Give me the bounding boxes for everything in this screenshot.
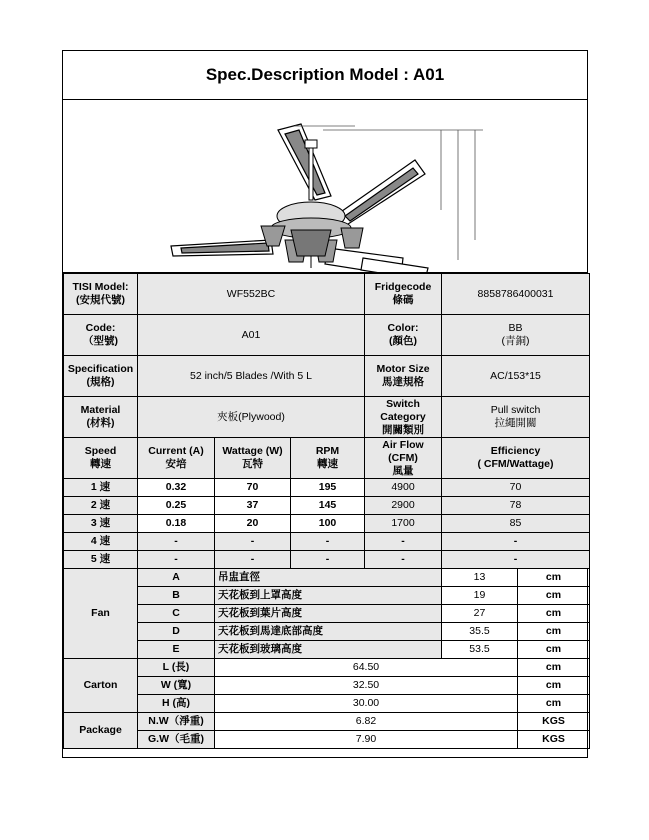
current-cell: 0.25	[138, 497, 215, 515]
efficiency-header: Efficiency ( CFM/Wattage)	[442, 438, 590, 479]
table-row	[64, 587, 590, 605]
current-cell: -	[138, 533, 215, 551]
table-row	[64, 497, 590, 515]
table-row	[64, 551, 590, 569]
airflow-cell: 4900	[365, 479, 442, 497]
package-value: 6.82	[215, 713, 518, 731]
fan-value: 13	[442, 569, 518, 587]
package-label: Package	[64, 713, 138, 749]
wattage-cell: -	[215, 533, 291, 551]
fan-key: D	[138, 623, 215, 641]
fan-desc: 吊盅直徑	[215, 569, 442, 587]
fridgecode-label: Fridgecode 條碼	[365, 274, 442, 315]
fan-label: Fan	[64, 569, 138, 659]
rpm-header: RPM 轉速	[291, 438, 365, 479]
carton-label: Carton	[64, 659, 138, 713]
fan-key: A	[138, 569, 215, 587]
carton-unit: cm	[518, 695, 590, 713]
wattage-cell: 70	[215, 479, 291, 497]
speed-cell: 3 速	[64, 515, 138, 533]
airflow-cell: -	[365, 551, 442, 569]
motor-size-label: Motor Size 馬達規格	[365, 356, 442, 397]
fridgecode-value: 8858786400031	[442, 274, 590, 315]
tisi-value: WF552BC	[138, 274, 365, 315]
airflow-cell: 1700	[365, 515, 442, 533]
ceiling-fan-icon	[63, 100, 586, 272]
efficiency-cell: -	[442, 551, 590, 569]
carton-value: 30.00	[215, 695, 518, 713]
table-row	[64, 479, 590, 497]
switch-category-label: Switch Category 開關類別	[365, 397, 442, 438]
carton-key: W (寬)	[138, 677, 215, 695]
speed-cell: 5 速	[64, 551, 138, 569]
wattage-cell: 37	[215, 497, 291, 515]
table-row	[64, 623, 590, 641]
page-title: Spec.Description Model : A01	[63, 51, 587, 100]
current-header: Current (A) 安培	[138, 438, 215, 479]
specification-label: Specification (規格)	[64, 356, 138, 397]
fan-desc: 天花板到上罩高度	[215, 587, 442, 605]
efficiency-cell: 78	[442, 497, 590, 515]
fan-diagram	[63, 100, 587, 273]
material-value: 夾板(Plywood)	[138, 397, 365, 438]
color-value: BB (青銅)	[442, 315, 590, 356]
current-cell: -	[138, 551, 215, 569]
rpm-cell: -	[291, 551, 365, 569]
material-label: Material (材料)	[64, 397, 138, 438]
spec-sheet	[62, 50, 588, 758]
carton-value: 64.50	[215, 659, 518, 677]
wattage-header: Wattage (W) 瓦特	[215, 438, 291, 479]
airflow-cell: 2900	[365, 497, 442, 515]
speed-header-row	[64, 438, 590, 479]
efficiency-cell: 70	[442, 479, 590, 497]
fan-key: C	[138, 605, 215, 623]
table-row	[64, 533, 590, 551]
current-cell: 0.18	[138, 515, 215, 533]
fan-key: B	[138, 587, 215, 605]
table-row	[64, 605, 590, 623]
carton-unit: cm	[518, 659, 590, 677]
rpm-cell: 195	[291, 479, 365, 497]
fan-unit: cm	[518, 569, 590, 587]
fan-unit: cm	[518, 623, 590, 641]
table-row	[64, 659, 590, 677]
table-row	[64, 677, 590, 695]
code-value: A01	[138, 315, 365, 356]
fan-value: 27	[442, 605, 518, 623]
carton-key: L (長)	[138, 659, 215, 677]
airflow-header: Air Flow (CFM) 風量	[365, 438, 442, 479]
fan-value: 53.5	[442, 641, 518, 659]
speed-cell: 2 速	[64, 497, 138, 515]
fan-value: 35.5	[442, 623, 518, 641]
rpm-cell: 100	[291, 515, 365, 533]
current-cell: 0.32	[138, 479, 215, 497]
fan-unit: cm	[518, 605, 590, 623]
specification-value: 52 inch/5 Blades /With 5 L	[138, 356, 365, 397]
package-value: 7.90	[215, 731, 518, 749]
fan-unit: cm	[518, 641, 590, 659]
package-key: G.W（毛重)	[138, 731, 215, 749]
spec-table	[63, 273, 590, 749]
fan-desc: 天花板到葉片高度	[215, 605, 442, 623]
package-key: N.W（淨重)	[138, 713, 215, 731]
package-unit: KGS	[518, 713, 590, 731]
speed-cell: 1 速	[64, 479, 138, 497]
fan-unit: cm	[518, 587, 590, 605]
table-row	[64, 695, 590, 713]
carton-key: H (高)	[138, 695, 215, 713]
color-label: Color: (顏色)	[365, 315, 442, 356]
table-row	[64, 515, 590, 533]
rpm-cell: 145	[291, 497, 365, 515]
code-label: Code: （型號)	[64, 315, 138, 356]
carton-unit: cm	[518, 677, 590, 695]
switch-category-value: Pull switch 拉繩開關	[442, 397, 590, 438]
fan-desc: 天花板到玻璃高度	[215, 641, 442, 659]
wattage-cell: -	[215, 551, 291, 569]
table-row	[64, 569, 590, 587]
motor-size-value: AC/153*15	[442, 356, 590, 397]
fan-value: 19	[442, 587, 518, 605]
speed-header: Speed 轉速	[64, 438, 138, 479]
table-row	[64, 641, 590, 659]
tisi-label: TISI Model: (安規代號)	[64, 274, 138, 315]
fan-desc: 天花板到馬達底部高度	[215, 623, 442, 641]
rpm-cell: -	[291, 533, 365, 551]
table-row	[64, 713, 590, 731]
package-unit: KGS	[518, 731, 590, 749]
speed-cell: 4 速	[64, 533, 138, 551]
fan-key: E	[138, 641, 215, 659]
table-row	[64, 731, 590, 749]
carton-value: 32.50	[215, 677, 518, 695]
efficiency-cell: -	[442, 533, 590, 551]
airflow-cell: -	[365, 533, 442, 551]
efficiency-cell: 85	[442, 515, 590, 533]
wattage-cell: 20	[215, 515, 291, 533]
